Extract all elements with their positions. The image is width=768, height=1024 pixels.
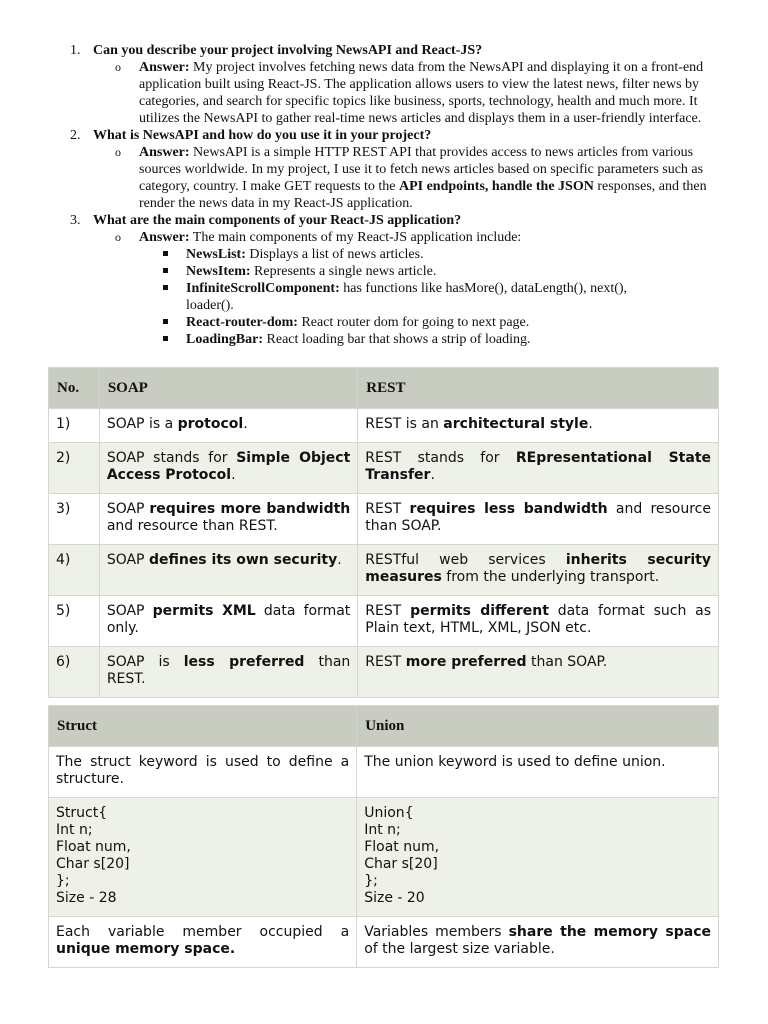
qa-section (0, 42, 768, 348)
component-item (0, 314, 768, 331)
table-row (49, 494, 719, 545)
soap-rest-table (48, 367, 719, 698)
table-row (49, 917, 719, 968)
table-row (49, 545, 719, 596)
struct-cell: The struct keyword is used to define a structure. (49, 747, 357, 798)
answer-label: Answer: (139, 60, 190, 75)
component-desc: Represents a single news article. (254, 264, 437, 279)
answer-label: Answer: (139, 230, 190, 245)
union-cell: The union keyword is used to define union. (357, 747, 719, 798)
union-code-cell: Union{ Int n; Float num, Char s[20] }; Size - 20 (357, 798, 719, 917)
table-header-row (49, 368, 719, 409)
struct-code-cell: Struct{ Int n; Float num, Char s[20] }; Size - 28 (49, 798, 357, 917)
rest-cell: RESTful web services inherits security measures from the underlying transport. (358, 545, 719, 596)
answer-text: NewsAPI is a simple HTTP REST API that provides access to news articles from various sources worldwide. In my project, I use it to fetch news articles based on specific parameters such as category, country. I make GET requests to the (139, 145, 704, 194)
soap-cell: SOAP requires more bandwidth and resource than REST. (99, 494, 357, 545)
question-3 (0, 212, 768, 229)
header-soap: SOAP (99, 368, 357, 409)
table-row (49, 596, 719, 647)
question-1 (0, 42, 768, 59)
union-cell: Variables members share the memory space of the largest size variable. (357, 917, 719, 968)
soap-cell: SOAP is a protocol. (99, 409, 357, 443)
row-number: 4) (49, 545, 100, 596)
answer-bold: API endpoints, handle the JSON (398, 179, 594, 194)
question-text: What is NewsAPI and how do you use it in your project? (93, 128, 432, 143)
header-no: No. (49, 368, 100, 409)
soap-cell: SOAP defines its own security. (99, 545, 357, 596)
component-item (0, 263, 768, 280)
row-number: 3) (49, 494, 100, 545)
table-row (49, 409, 719, 443)
component-name: NewsItem: (186, 264, 251, 279)
component-name: LoadingBar: (186, 332, 264, 347)
circle-bullet-icon: o (115, 145, 121, 159)
row-number: 6) (49, 647, 100, 698)
square-bullet-icon (163, 251, 168, 256)
component-item (0, 280, 768, 314)
struct-cell: Each variable member occupied a unique memory space. (49, 917, 357, 968)
component-desc: React router dom for going to next page. (301, 315, 530, 330)
question-text: Can you describe your project involving NewsAPI and React-JS? (93, 43, 483, 58)
circle-bullet-icon: o (115, 60, 121, 74)
question-number: 3. (70, 213, 81, 228)
question-2 (0, 127, 768, 144)
component-name: NewsList: (186, 247, 246, 262)
struct-union-table (48, 705, 719, 968)
component-name: React-router-dom: (186, 315, 298, 330)
header-union: Union (357, 706, 719, 747)
square-bullet-icon (163, 336, 168, 341)
soap-cell: SOAP permits XML data format only. (99, 596, 357, 647)
component-desc: React loading bar that shows a strip of loading. (266, 332, 531, 347)
component-name: InfiniteScrollComponent: (186, 281, 340, 296)
square-bullet-icon (163, 319, 168, 324)
answer-2 (0, 144, 768, 212)
rest-cell: REST requires less bandwidth and resource than SOAP. (358, 494, 719, 545)
question-number: 2. (70, 128, 81, 143)
answer-text: My project involves fetching news data from the NewsAPI and displaying it on a front-end application built using React-JS. The application allows users to view the latest news, filter news by categories, and search for specific topics like business, sports, technology, health and much more. It utilizes the NewsAPI to gather real-time news articles and displays them in a user-friendly interface. (139, 60, 704, 126)
soap-cell: SOAP stands for Simple Object Access Protocol. (99, 443, 357, 494)
table-row (49, 647, 719, 698)
answer-text: The main components of my React-JS application include: (192, 230, 522, 245)
question-number: 1. (70, 43, 81, 58)
answer-text: responses, and then render the news data in my React-JS application. (139, 179, 707, 211)
row-number: 1) (49, 409, 100, 443)
square-bullet-icon (163, 285, 168, 290)
soap-cell: SOAP is less preferred than REST. (99, 647, 357, 698)
table-row (49, 747, 719, 798)
circle-bullet-icon: o (115, 230, 121, 244)
answer-3 (0, 229, 768, 246)
question-text: What are the main components of your React-JS application? (93, 213, 462, 228)
header-struct: Struct (49, 706, 357, 747)
rest-cell: REST more preferred than SOAP. (358, 647, 719, 698)
rest-cell: REST is an architectural style. (358, 409, 719, 443)
component-item (0, 246, 768, 263)
answer-label: Answer: (139, 145, 190, 160)
component-desc: has functions like hasMore(), dataLength(), next(), loader(). (186, 281, 628, 313)
table-row (49, 798, 719, 917)
component-desc: Displays a list of news articles. (249, 247, 424, 262)
rest-cell: REST stands for REpresentational State Transfer. (358, 443, 719, 494)
rest-cell: REST permits different data format such as Plain text, HTML, XML, JSON etc. (358, 596, 719, 647)
row-number: 5) (49, 596, 100, 647)
component-item (0, 331, 768, 348)
table-header-row (49, 706, 719, 747)
square-bullet-icon (163, 268, 168, 273)
header-rest: REST (358, 368, 719, 409)
row-number: 2) (49, 443, 100, 494)
answer-1 (0, 59, 768, 127)
table-row (49, 443, 719, 494)
